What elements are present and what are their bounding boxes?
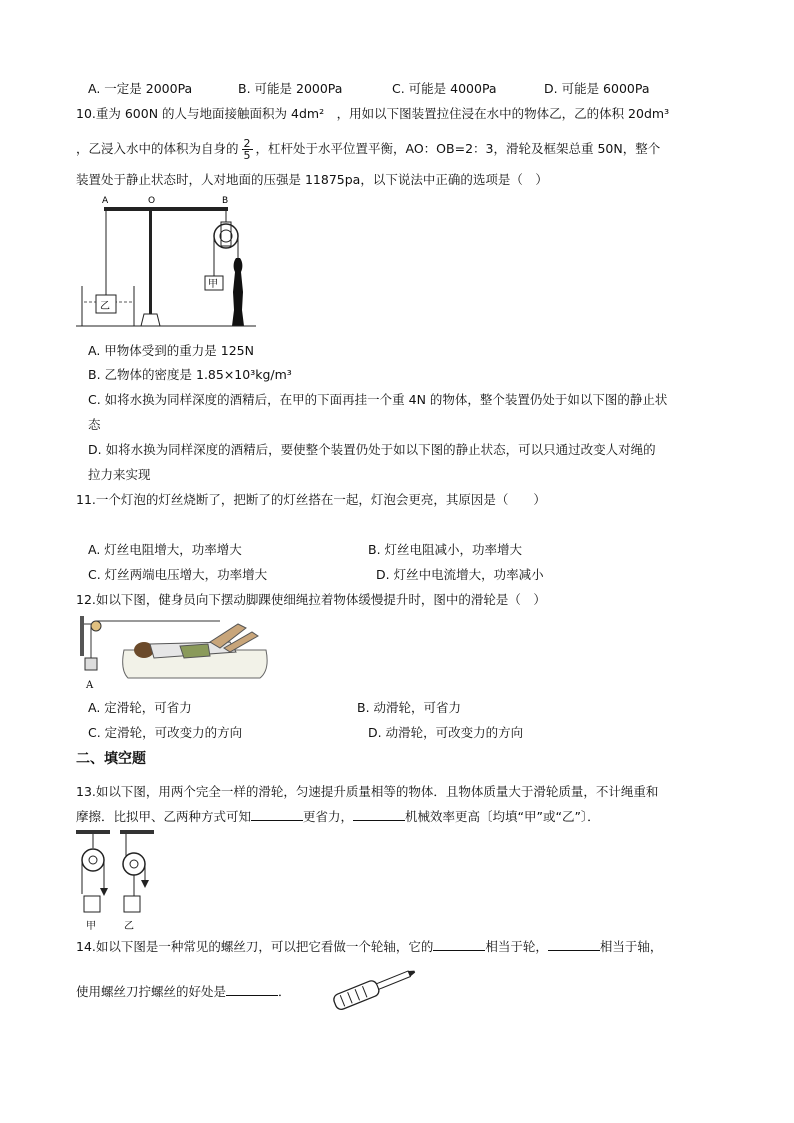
q10-fig-label-jia: 甲 bbox=[208, 279, 218, 290]
q14-text-part4: 使用螺丝刀拧螺丝的好处是 bbox=[76, 984, 227, 999]
q11-option-b: B. 灯丝电阻减小，功率增大 bbox=[368, 542, 523, 557]
q9-option-d: D. 可能是 6000Pa bbox=[544, 81, 650, 96]
person-shorts bbox=[180, 644, 210, 658]
jia-arrow bbox=[100, 888, 108, 896]
q13-fig-label-yi: 乙 bbox=[124, 921, 134, 932]
q14-stem-line1 bbox=[76, 938, 662, 956]
fraction-numerator: 2 bbox=[243, 137, 251, 150]
q13-pulley-figure bbox=[74, 830, 164, 936]
q10-fig-label-yi: 乙 bbox=[100, 301, 110, 312]
weight-a bbox=[85, 658, 97, 670]
person-silhouette bbox=[232, 258, 244, 326]
q13-stem-line2 bbox=[76, 808, 600, 826]
lever-pivot-pole bbox=[149, 210, 152, 314]
pivot-base bbox=[141, 314, 160, 326]
wall bbox=[80, 616, 84, 656]
q14-answer-blank-3[interactable] bbox=[226, 983, 278, 996]
q14-text-part5: ． bbox=[278, 984, 291, 999]
ceiling-jia bbox=[76, 830, 110, 834]
q11-option-c: C. 灯丝两端电压增大，功率增大 bbox=[88, 567, 268, 582]
q14-text-part2: 相当于轮， bbox=[485, 939, 548, 954]
q14-stem-line2 bbox=[76, 983, 291, 1001]
lever-bar bbox=[104, 207, 228, 211]
q14-answer-blank-1[interactable] bbox=[433, 938, 485, 951]
q9-option-a: A. 一定是 2000Pa bbox=[88, 81, 193, 96]
q12-fig-label-a: A bbox=[86, 680, 94, 691]
screwdriver-shaft bbox=[377, 971, 411, 989]
q13-fig-label-jia: 甲 bbox=[86, 921, 96, 932]
q10-stem-line1: 10.重为 600N 的人与地面接触面积为 4dm² ，用如以下图装置拉住浸在水中的物体乙，乙的体积 20dm³ bbox=[76, 106, 670, 121]
q11-option-a: A. 灯丝电阻增大，功率增大 bbox=[88, 542, 242, 557]
fixed-pulley bbox=[91, 621, 101, 631]
q13-text-part1: 摩擦．比拟甲、乙两种方式可知 bbox=[76, 809, 252, 824]
q12-stem: 12.如以下图，健身员向下摆动脚踝使细绳拉着物体缓慢提升时，图中的滑轮是（ ） bbox=[76, 592, 546, 607]
q10-option-d-line1: D. 如将水换为同样深度的酒精后，要使整个装置仍处于如以下图的静止状态，可以只通过改变人对绳的 bbox=[88, 442, 656, 457]
q12-option-b: B. 动滑轮，可省力 bbox=[357, 700, 462, 715]
q14-answer-blank-2[interactable] bbox=[548, 938, 600, 951]
q13-answer-blank-1[interactable] bbox=[251, 808, 303, 821]
q10-stem-line2 bbox=[76, 138, 660, 161]
q10-option-c-line2: 态 bbox=[88, 417, 101, 432]
yi-pulley bbox=[123, 853, 145, 875]
q12-fitness-figure bbox=[80, 614, 280, 692]
ceiling-yi bbox=[120, 830, 154, 834]
pulley-wheel bbox=[214, 224, 238, 248]
q10-fraction bbox=[242, 138, 253, 161]
q10-fig-label-a: A bbox=[102, 196, 109, 206]
q9-option-c: C. 可能是 4000Pa bbox=[392, 81, 497, 96]
q10-lever-figure bbox=[76, 192, 256, 334]
yi-arrow bbox=[141, 880, 149, 888]
q12-option-a: A. 定滑轮，可省力 bbox=[88, 700, 192, 715]
q11-option-d: D. 灯丝中电流增大，功率减小 bbox=[376, 567, 544, 582]
yi-weight bbox=[124, 896, 140, 912]
q11-stem: 11.一个灯泡的灯丝烧断了，把断了的灯丝搭在一起，灯泡会更亮，其原因是（ ） bbox=[76, 492, 546, 507]
q12-option-d: D. 动滑轮，可改变力的方向 bbox=[368, 725, 524, 740]
q10-stem-line2-part1: ，乙浸入水中的体积为自身的 bbox=[76, 141, 239, 156]
q12-option-c: C. 定滑轮，可改变力的方向 bbox=[88, 725, 243, 740]
q14-text-part1: 14.如以下图是一种常见的螺丝刀，可以把它看做一个轮轴，它的 bbox=[76, 939, 434, 954]
q10-option-a: A. 甲物体受到的重力是 125N bbox=[88, 343, 254, 358]
q10-option-b: B. 乙物体的密度是 1.85×10³kg/m³ bbox=[88, 367, 292, 382]
q13-stem-line1: 13.如以下图，用两个完全一样的滑轮，匀速提升质量相等的物体．且物体质量大于滑轮质量，不计绳重和 bbox=[76, 784, 659, 799]
screwdriver-handle bbox=[332, 979, 381, 1011]
q10-fig-label-o: O bbox=[148, 196, 156, 206]
q10-stem-line2-part2: ，杠杆处于水平位置平衡，AO：OB=2：3，滑轮及框架总重 50N，整个 bbox=[255, 141, 661, 156]
q14-text-part3: 相当于轴， bbox=[599, 939, 663, 954]
q13-text-part3: 机械效率更高〔均填“甲”或“乙”〕． bbox=[405, 809, 600, 824]
q10-option-d-line2: 拉力来实现 bbox=[88, 467, 151, 482]
q10-fig-label-b: B bbox=[222, 196, 229, 206]
fraction-denominator: 5 bbox=[243, 149, 251, 162]
q10-stem-line3: 装置处于静止状态时，人对地面的压强是 11875pa，以下说法中正确的选项是（ ） bbox=[76, 172, 548, 187]
jia-pulley bbox=[82, 849, 104, 871]
q10-option-c-line1: C. 如将水换为同样深度的酒精后，在甲的下面再挂一个重 4N 的物体，整个装置仍处于如以下图的静止状 bbox=[88, 392, 668, 407]
q9-option-b: B. 可能是 2000Pa bbox=[238, 81, 343, 96]
screwdriver-icon bbox=[326, 964, 422, 1012]
jia-weight bbox=[84, 896, 100, 912]
section-heading-fill-in: 二、填空题 bbox=[76, 751, 146, 767]
q13-text-part2: 更省力， bbox=[303, 809, 354, 824]
q13-answer-blank-2[interactable] bbox=[353, 808, 405, 821]
